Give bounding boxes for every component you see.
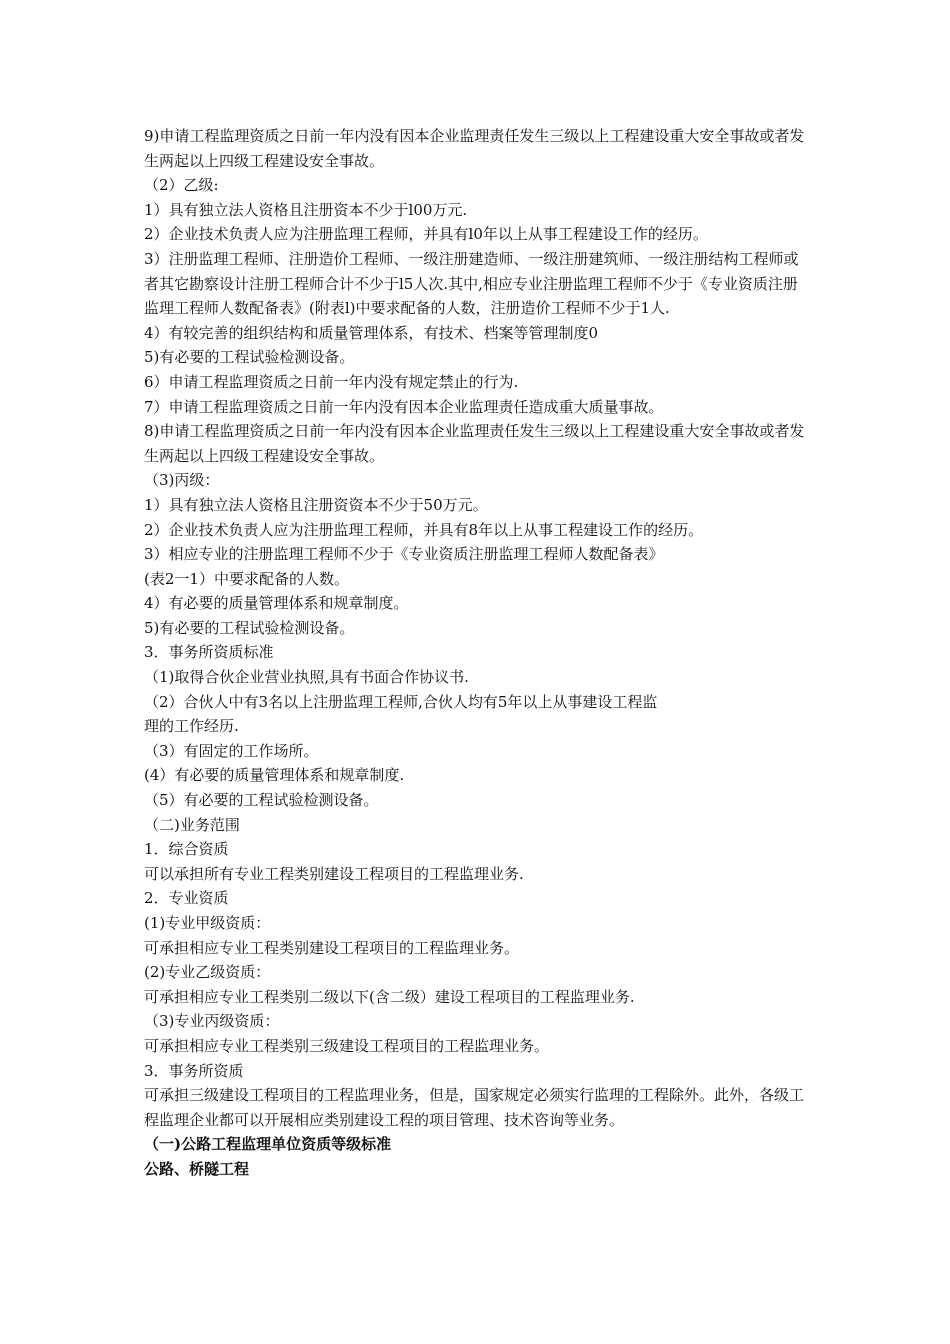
paragraph-grade-b-item-6: 6）申请工程监理资质之日前一年内没有规定禁止的行为. bbox=[144, 372, 519, 391]
heading-comprehensive-qualification: 1．综合资质 bbox=[144, 840, 229, 859]
paragraph-item-9-first-grade: 9)申请工程监理资质之日前一年内没有因本企业监理责任发生三级以上工程建设重大安全事故或者发生两起以上四级工程建设安全事故。 bbox=[144, 127, 805, 170]
paragraph-firm-scope: 可承担三级建设工程项目的工程监理业务，但是，国家规定必须实行监理的工程除外。此外，各级工程监理企业都可以开展相应类别建设工程的项目管理、技术咨询等业务。 bbox=[144, 1086, 805, 1129]
paragraph-specialty-grade-b-scope: 可承担相应专业工程类别二级以下(含二级）建设工程项目的工程监理业务. bbox=[144, 987, 635, 1006]
paragraph-specialty-grade-c-scope: 可承担相应专业工程类别三级建设工程项目的工程监理业务。 bbox=[144, 1036, 550, 1055]
paragraph-grade-c-item-5: 5)有必要的工程试验检测设备。 bbox=[144, 618, 355, 637]
heading-specialty-grade-c: （3)专业丙级资质： bbox=[144, 1012, 280, 1031]
document-body bbox=[144, 124, 808, 1182]
paragraph-grade-b-item-8: 8)申请工程监理资质之日前一年内没有因本企业监理责任发生三级以上工程建设重大安全事故或者发生两起以上四级工程建设安全事故。 bbox=[144, 422, 805, 465]
paragraph-firm-item-2: （2）合伙人中有3名以上注册监理工程师,合伙人均有5年以上从事建设工程监 bbox=[144, 692, 658, 711]
heading-grade-b: （2）乙级: bbox=[144, 176, 219, 195]
paragraph-grade-c-item-2: 2）企业技术负责人应为注册监理工程师，并具有8年以上从事工程建设工作的经历。 bbox=[144, 520, 704, 539]
paragraph-firm-item-5: （5）有必要的工程试验检测设备。 bbox=[144, 791, 379, 810]
heading-specialty-grade-a: (1)专业甲级资质： bbox=[144, 914, 271, 932]
paragraph-grade-c-item-1: 1）具有独立法人资格且注册资资本不少于50万元。 bbox=[144, 495, 488, 514]
paragraph-specialty-grade-a-scope: 可承担相应专业工程类别建设工程项目的工程监理业务。 bbox=[144, 938, 520, 957]
paragraph-grade-b-item-2: 2）企业技术负责人应为注册监理工程师，并具有l0年以上从事工程建设工作的经历。 bbox=[144, 225, 708, 244]
paragraph-grade-b-item-5: 5)有必要的工程试验检测设备。 bbox=[144, 348, 355, 367]
heading-firm-qualification-standard: 3．事务所资质标准 bbox=[144, 643, 274, 662]
paragraph-grade-b-item-4: 4）有较完善的组织结构和质量管理体系，有技术、档案等管理制度0 bbox=[144, 323, 599, 342]
heading-highway-bridge-tunnel: 公路、桥隧工程 bbox=[144, 1159, 250, 1178]
paragraph-firm-item-1: （1)取得合伙企业营业执照,具有书面合作协议书. bbox=[144, 668, 469, 687]
paragraph-comprehensive-scope: 可以承担所有专业工程类别建设工程项目的工程监理业务. bbox=[144, 864, 524, 883]
paragraph-firm-item-3: （3）有固定的工作场所。 bbox=[144, 741, 319, 760]
heading-specialty-qualification: 2．专业资质 bbox=[144, 889, 229, 908]
paragraph-grade-c-item-3-cont: (表2一1）中要求配备的人数。 bbox=[144, 569, 349, 588]
heading-business-scope: （二)业务范围 bbox=[144, 815, 240, 834]
heading-specialty-grade-b: (2)专业乙级资质： bbox=[144, 963, 271, 982]
paragraph-grade-b-item-1: 1）具有独立法人资格且注册资本不少于l00万元. bbox=[144, 200, 468, 219]
paragraph-firm-item-2-cont: 理的工作经历. bbox=[144, 717, 239, 736]
paragraph-grade-c-item-4: 4）有必要的质量管理体系和规章制度。 bbox=[144, 594, 409, 613]
heading-grade-c: （3)丙级： bbox=[144, 471, 220, 490]
paragraph-grade-b-item-7: 7）申请工程监理资质之日前一年内没有因本企业监理责任造成重大质量事故。 bbox=[144, 397, 664, 416]
paragraph-grade-b-item-3: 3）注册监理工程师、注册造价工程师、一级注册建造师、一级注册建筑师、一级注册结构工程师或者其它勘察设计注册工程师合计不少于l5人次.其中,相应专业注册监理工程师不少于《专业资质注册监理工程师人数配备表》(附表l)中要求配备的人数，注册造价工程师不少于1人. bbox=[144, 249, 799, 318]
paragraph-grade-c-item-3: 3）相应专业的注册监理工程师不少于《专业资质注册监理工程师人数配备表》 bbox=[144, 545, 664, 564]
paragraph-firm-item-4: (4）有必要的质量管理体系和规章制度. bbox=[144, 766, 405, 785]
heading-highway-standard: （一)公路工程监理单位资质等级标准 bbox=[144, 1135, 392, 1154]
heading-firm-qualification: 3．事务所资质 bbox=[144, 1061, 244, 1080]
